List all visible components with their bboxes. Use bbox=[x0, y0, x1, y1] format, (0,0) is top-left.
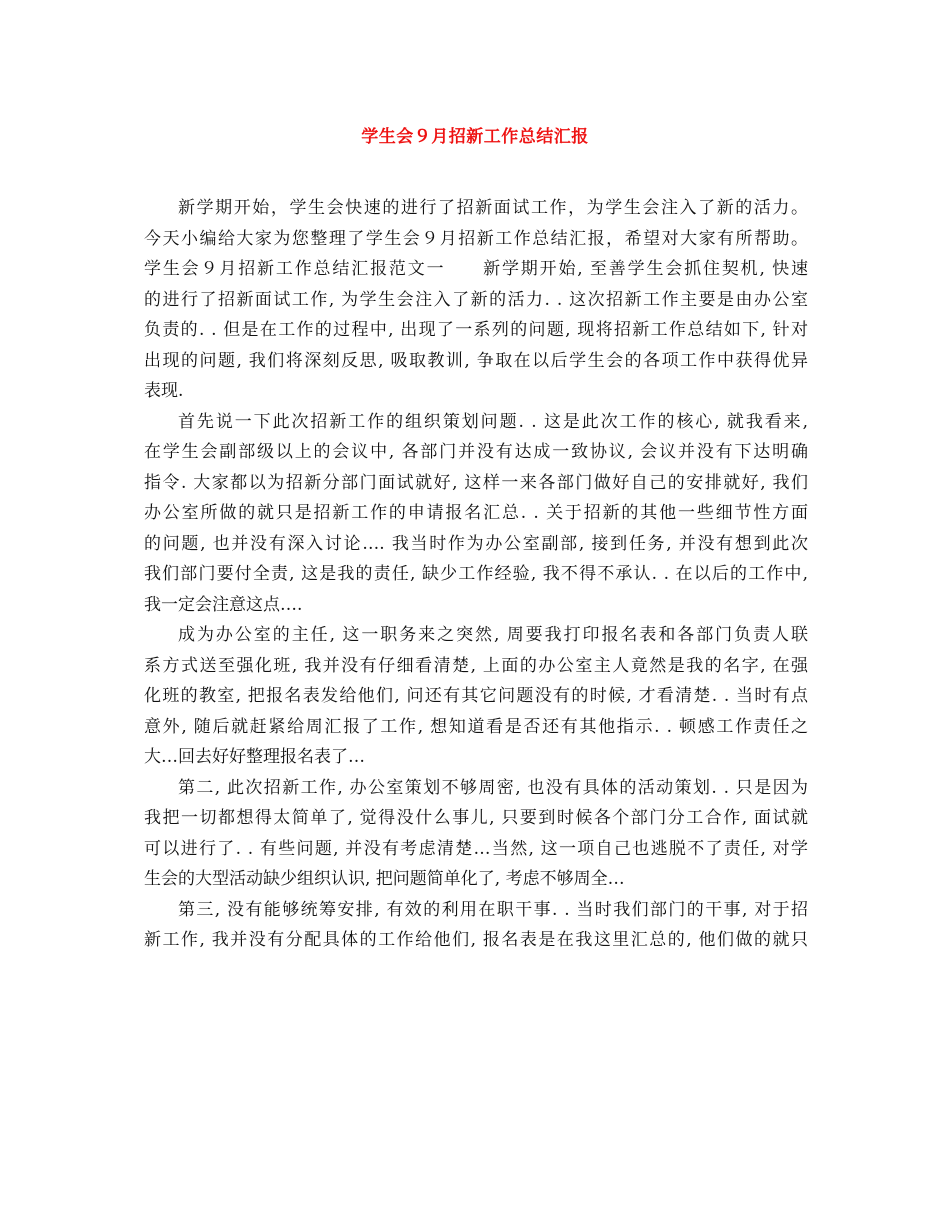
text-line: 学生会９月招新工作总结汇报范文一 新学期开始, 至善学生会抓住契机, 快速 bbox=[144, 259, 808, 279]
text-line: 首先说一下此次招新工作的组织策划问题. . 这是此次工作的核心, 就我看来, bbox=[178, 411, 808, 432]
text-line: 今天小编给大家为您整理了学生会９月招新工作总结汇报，希望对大家有所帮助。 bbox=[144, 228, 808, 249]
paragraph-office-director bbox=[144, 620, 808, 773]
text-line: 第三, 没有能够统筹安排, 有效的利用在职干事. . 当时我们部门的干事, 对于招 bbox=[178, 899, 808, 920]
text-line: 我一定会注意这点…. bbox=[144, 594, 303, 615]
text-line: 出现的问题, 我们将深刻反思, 吸取教训, 争取在以后学生会的各项工作中获得优异 bbox=[144, 350, 808, 371]
text-line: 我把一切都想得太简单了, 觉得没什么事儿, 只要到时候各个部门分工合作, 面试就 bbox=[144, 808, 808, 828]
document-title: 学生会９月招新工作总结汇报 bbox=[361, 127, 589, 147]
text-line: 意外, 随后就赶紧给周汇报了工作, 想知道看是否还有其他指示. . 顿感工作责任之 bbox=[144, 716, 808, 737]
paragraph-intro bbox=[144, 193, 808, 407]
text-line: 的问题, 也并没有深入讨论…. 我当时作为办公室副部, 接到任务, 并没有想到此次 bbox=[144, 533, 808, 554]
paragraph-third-point bbox=[144, 895, 808, 956]
text-line: 第二, 此次招新工作, 办公室策划不够周密, 也没有具体的活动策划. . 只是因为 bbox=[178, 777, 808, 798]
text-line: 新学期开始，学生会快速的进行了招新面试工作，为学生会注入了新的活力。 bbox=[178, 198, 808, 218]
text-line: 可以进行了. . 有些问题, 并没有考虑清楚…当然, 这一项自己也逃脱不了责任, 对学 bbox=[144, 838, 808, 859]
text-line: 成为办公室的主任, 这一职务来之突然, 周要我打印报名表和各部门负责人联 bbox=[178, 625, 808, 645]
text-line: 生会的大型活动缺少组织认识, 把问题简单化了, 考虑不够周全… bbox=[144, 869, 625, 889]
text-line: 指令. 大家都以为招新分部门面试就好, 这样一来各部门做好自己的安排就好, 我们 bbox=[144, 472, 808, 493]
paragraph-second-point bbox=[144, 773, 808, 895]
text-line: 表现. bbox=[144, 381, 184, 401]
text-line: 大…回去好好整理报名表了… bbox=[144, 747, 365, 767]
text-line: 在学生会副部级以上的会议中, 各部门并没有达成一致协议, 会议并没有下达明确 bbox=[144, 442, 808, 462]
text-line: 我们部门要付全责, 这是我的责任, 缺少工作经验, 我不得不承认. . 在以后的工作中, bbox=[144, 564, 808, 584]
text-line: 化班的教室, 把报名表发给他们, 问还有其它问题没有的时候, 才看清楚. . 当时有点 bbox=[144, 686, 808, 706]
document-body bbox=[144, 193, 808, 956]
text-line: 的进行了招新面试工作, 为学生会注入了新的活力. . 这次招新工作主要是由办公室 bbox=[144, 289, 808, 310]
text-line: 新工作, 我并没有分配具体的工作给他们, 报名表是在我这里汇总的, 他们做的就只 bbox=[144, 930, 808, 950]
text-line: 办公室所做的就只是招新工作的申请报名汇总. . 关于招新的其他一些细节性方面 bbox=[144, 503, 808, 523]
paragraph-planning bbox=[144, 407, 808, 621]
text-line: 系方式送至强化班, 我并没有仔细看清楚, 上面的办公室主人竟然是我的名字, 在强 bbox=[144, 655, 808, 676]
text-line: 负责的. . 但是在工作的过程中, 出现了一系列的问题, 现将招新工作总结如下, 针对 bbox=[144, 320, 808, 340]
